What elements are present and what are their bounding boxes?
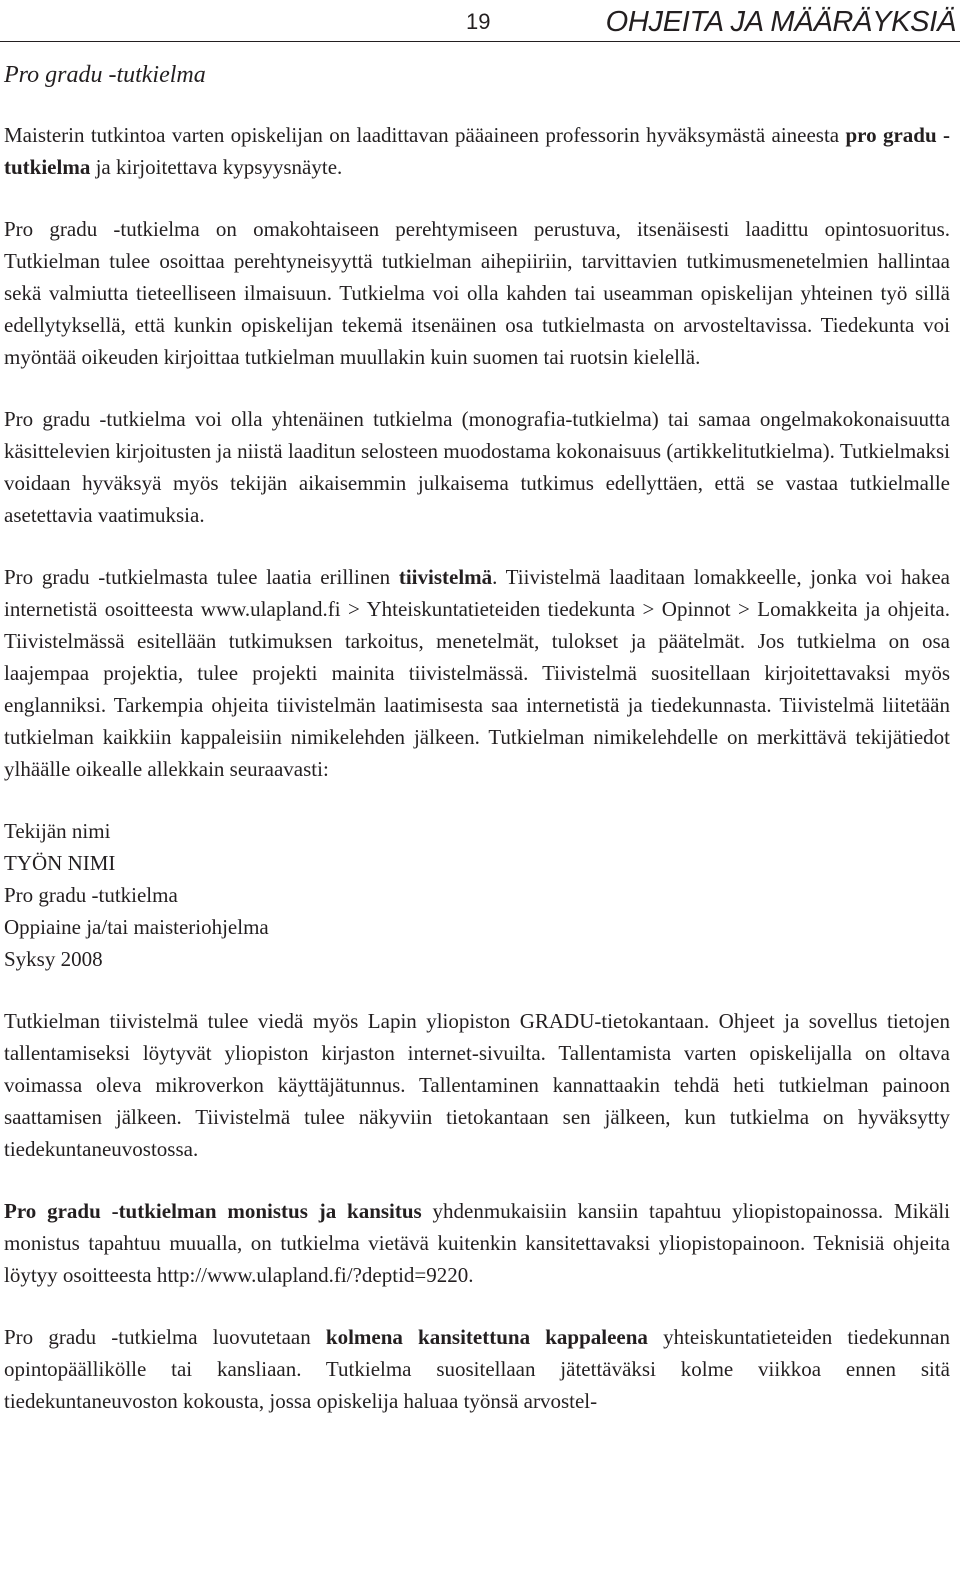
paragraph-6-text-b: yhdenmukaisiin kansiin tapahtuu yliopistopainossa. Mikäli monistus tapahtuu muualla, on tutkielma vietävä kuitenkin kansitettavaksi yliopistopainoon. Teknisiä ohjeita löytyy osoitteesta http://www.ulapland.fi/?deptid=9220. xyxy=(4,1199,950,1287)
byline-author: Tekijän nimi xyxy=(4,819,111,843)
paragraph-1-text-a: Maisterin tutkintoa varten opiskelijan on laadittavan pääaineen professorin hyväksymästä aineesta xyxy=(4,123,846,147)
paragraph-6 xyxy=(4,1195,950,1291)
paragraph-7-text-c: yhteiskuntatieteiden tiedekunnan opintopäällikölle tai kansliaan. Tutkielma suositellaan jätettäväksi kolme viikkoa ennen sitä tiedekuntaneuvoston kokousta, jossa opiskelija haluaa työnsä arvostel- xyxy=(4,1325,950,1413)
byline-thesis-type: Pro gradu -tutkielma xyxy=(4,883,178,907)
body-text xyxy=(4,119,950,1417)
page-number: 19 xyxy=(466,9,491,34)
running-head: OHJEITA JA MÄÄRÄYKSIÄ xyxy=(605,6,956,38)
paragraph-4-bold-term: tiivistelmä xyxy=(398,565,493,589)
paragraph-1-bold-term: pro gradu -tutkielma xyxy=(4,123,950,179)
header-rule xyxy=(0,41,960,42)
paragraph-2: Pro gradu -tutkielma on omakohtaiseen perehtymiseen perustuva, itsenäisesti laadittu opintosuoritus. Tutkielman tulee osoittaa perehtyneisyyttä tutkielman aihepiiriin, tarvittavien tutkimusmenetelmien hallintaa sekä valmiutta tieteelliseen ilmaisuun. Tutkielma voi olla kahden tai useamman opiskelijan yhteinen työ sillä edellytyksellä, että kunkin opiskelijan tekemä itsenäinen osa tutkielmasta on arvosteltavissa. Tiedekunta voi myöntää oikeuden kirjoittaa tutkielman muullakin kuin suomen tai ruotsin kielellä. xyxy=(4,217,950,369)
byline-term: Syksy 2008 xyxy=(4,947,103,971)
paragraph-7-text-a: Pro gradu -tutkielma luovutetaan xyxy=(4,1325,326,1349)
paragraph-6-bold-term: Pro gradu -tutkielman monistus ja kansitus xyxy=(4,1199,422,1223)
paragraph-1 xyxy=(4,119,950,183)
byline-work-title: TYÖN NIMI xyxy=(4,851,116,875)
paragraph-5: Tutkielman tiivistelmä tulee viedä myös Lapin yliopiston GRADU-tietokantaan. Ohjeet ja sovellus tietojen tallentamiseksi löytyvät yliopiston kirjaston internet-sivuilta. Tallentamista varten opiskelijalla on oltava voimassa oleva mikroverkon käyttäjätunnus. Tallentaminen kannattaakin tehdä heti tutkielman painoon saattamisen jälkeen. Tiivistelmä tulee näkyviin tietokantaan sen jälkeen, kun tutkielma on hyväksytty tiedekuntaneuvostossa. xyxy=(4,1009,950,1161)
paragraph-3: Pro gradu -tutkielma voi olla yhtenäinen tutkielma (monografia-tutkielma) tai samaa ongelmakokonaisuutta käsittelevien kirjoitusten ja niistä laaditun selosteen muodostama kokonaisuus (artikkelitutkielma). Tutkielmaksi voidaan hyväksyä myös tekijän aikaisemmin julkaisema tutkimus edellyttäen, että se vastaa tutkielmalle asetettavia vaatimuksia. xyxy=(4,407,950,527)
paragraph-1-text-c: ja kirjoitettava kypsyysnäyte. xyxy=(90,155,343,179)
title-page-byline-example xyxy=(4,815,950,975)
byline-subject: Oppiaine ja/tai maisteriohjelma xyxy=(4,915,269,939)
paragraph-7-bold-term: kolmena kansitettuna kappaleena xyxy=(325,1325,648,1349)
paragraph-4-text-a: Pro gradu -tutkielmasta tulee laatia erillinen xyxy=(4,565,399,589)
section-title: Pro gradu -tutkielma xyxy=(4,62,206,88)
paragraph-4-text-c: . Tiivistelmä laaditaan lomakkeelle, jonka voi hakea internetistä osoitteesta www.ulapland.fi > Yhteiskuntatieteiden tiedekunta > Opinnot > Lomakkeita ja ohjeita. Tiivistelmässä esitellään tutkimuksen tarkoitus, menetelmät, tulokset ja päätelmät. Jos tutkielma on osa laajempaa projektia, tulee projekti mainita tiivistelmässä. Tiivistelmä suositellaan kirjoitettavaksi myös englanniksi. Tarkempia ohjeita tiivistelmän laatimisesta saa internetistä ja tiedekunnasta. Tiivistelmä liitetään tutkielman kaikkiin kappaleisiin nimikelehden jälkeen. Tutkielman nimikelehdelle on merkittävä tekijätiedot ylhäälle oikealle allekkain seuraavasti: xyxy=(4,565,951,781)
paragraph-4 xyxy=(4,561,950,785)
paragraph-7 xyxy=(4,1321,950,1417)
